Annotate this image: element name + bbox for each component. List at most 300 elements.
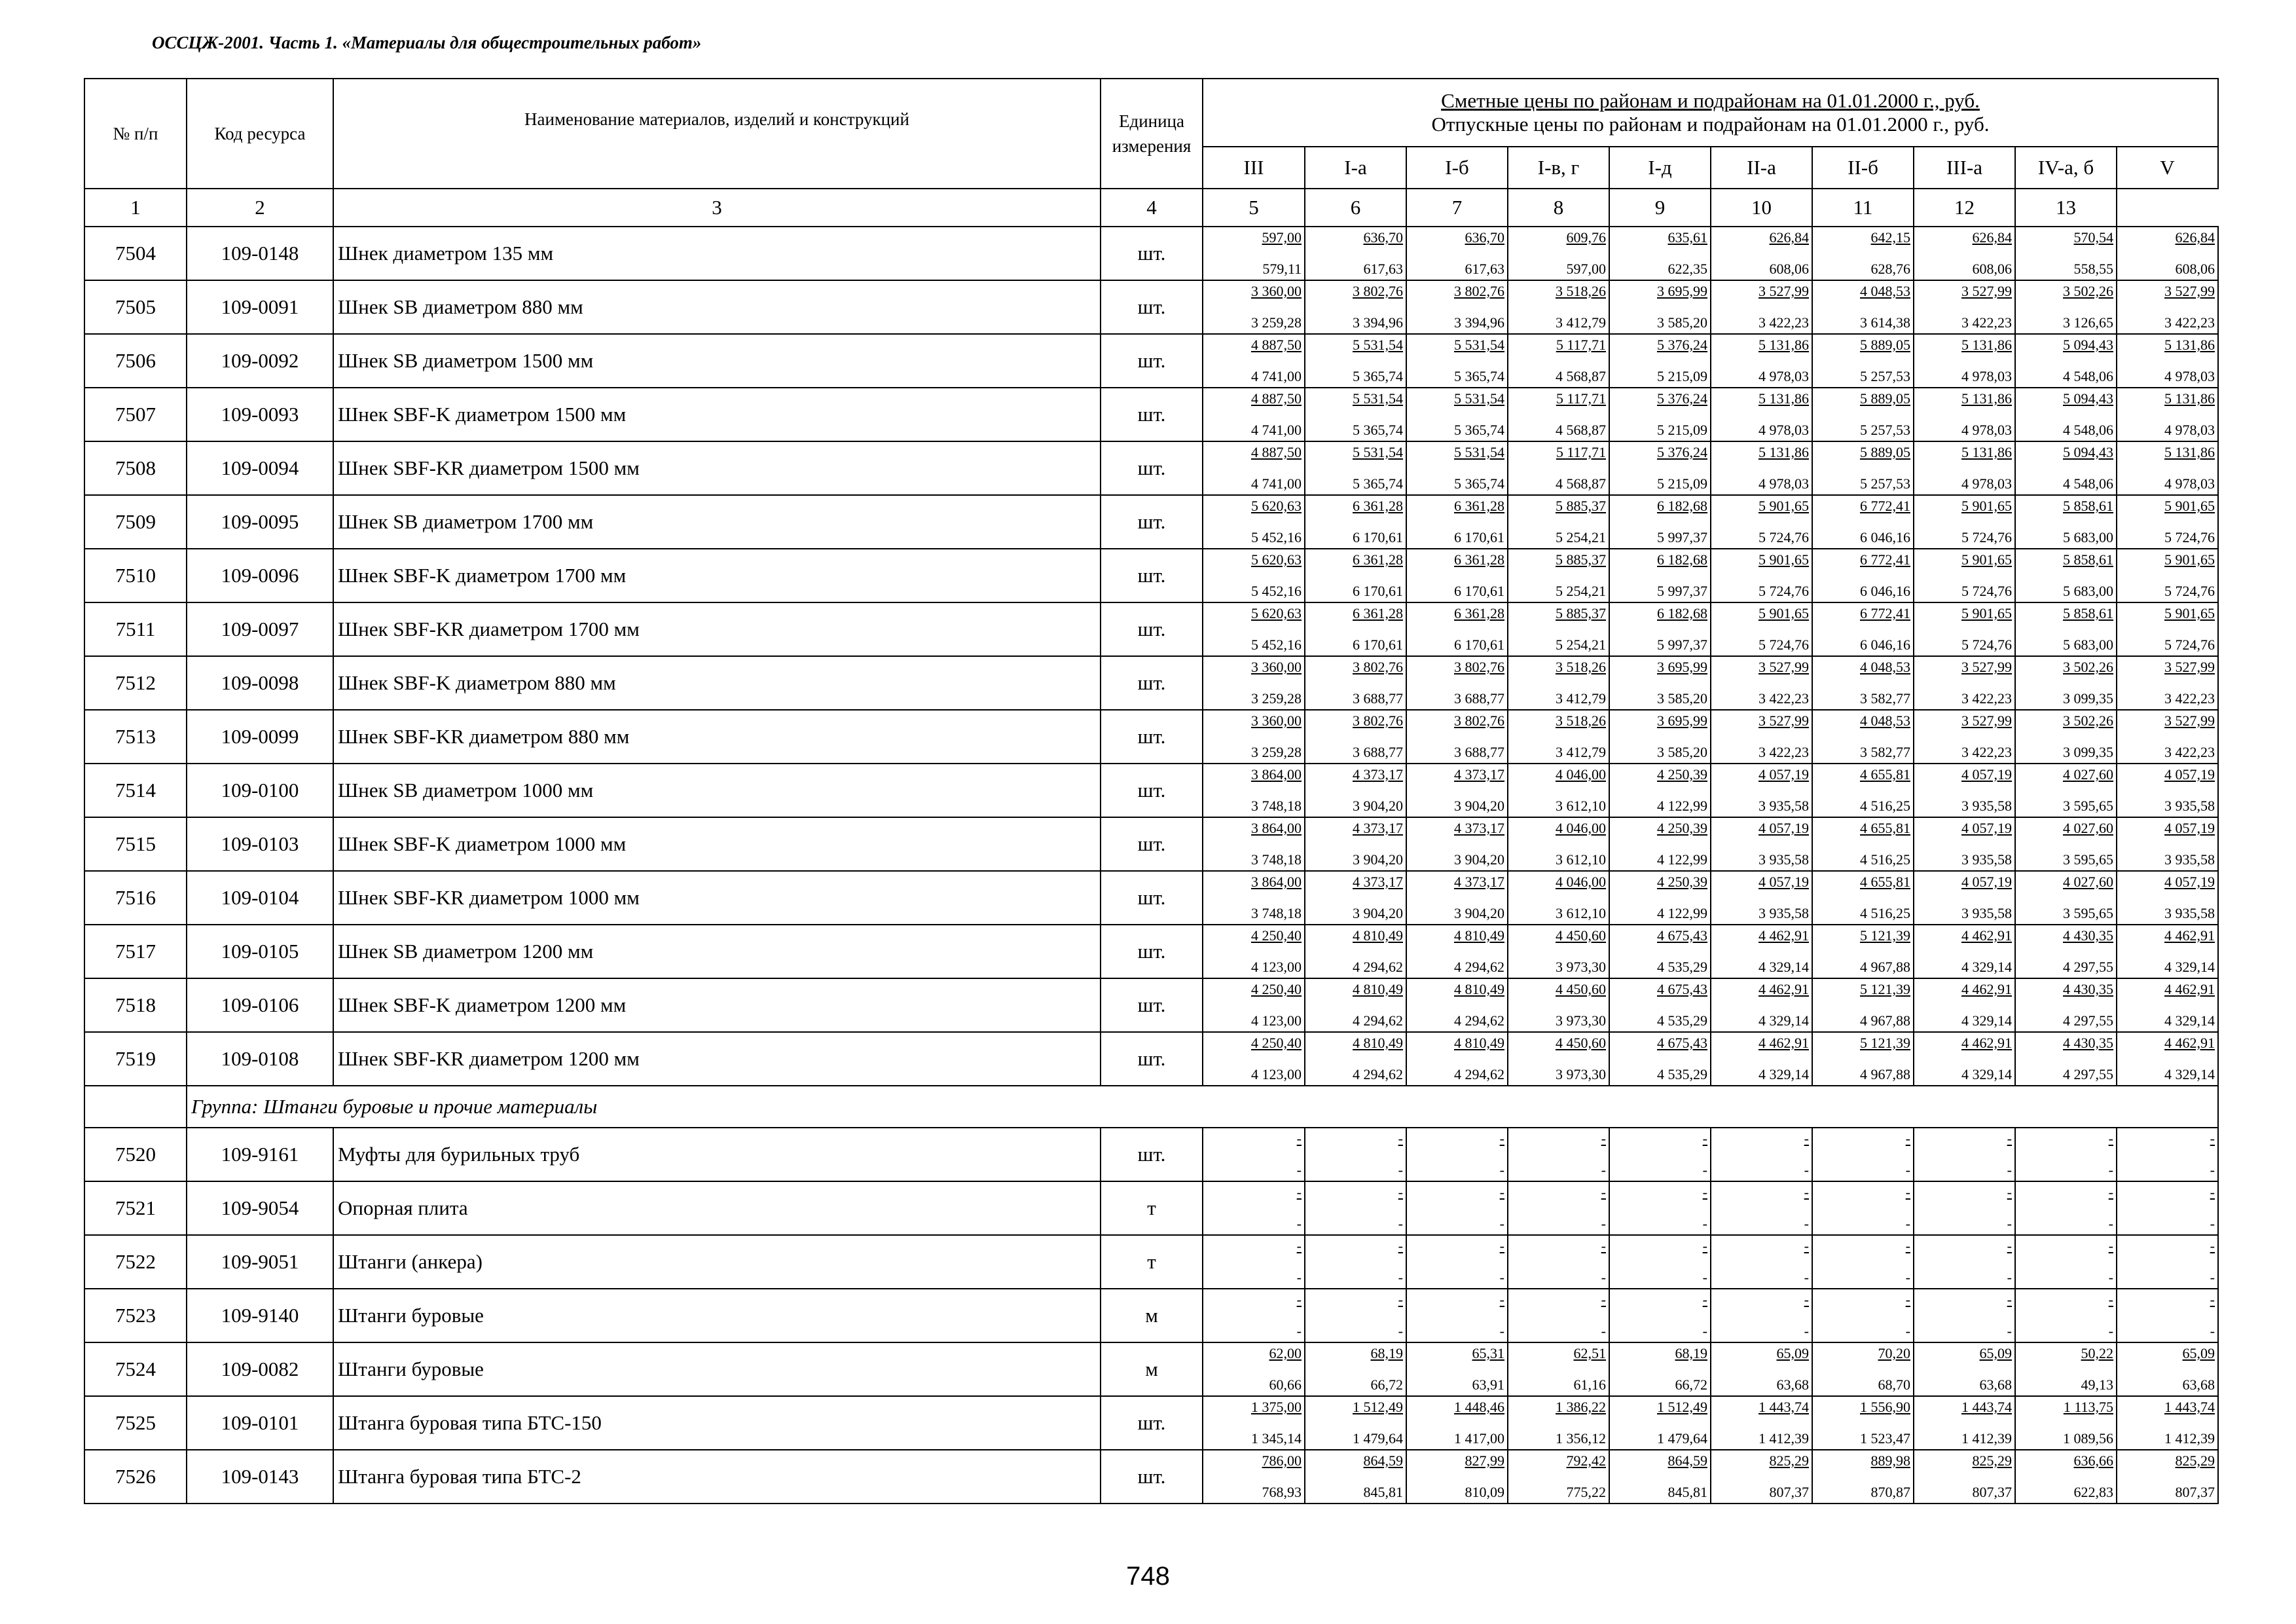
release-price: 5 683,00 — [2063, 583, 2113, 599]
estimate-price: 4 046,00 — [1556, 820, 1606, 836]
unit: шт. — [1101, 1032, 1203, 1086]
estimate-price: 5 376,24 — [1657, 337, 1707, 353]
estimate-price: - — [1398, 1291, 1403, 1308]
estimate-price: 5 885,37 — [1556, 605, 1606, 621]
estimate-price: - — [1601, 1130, 1606, 1147]
release-price: 3 935,58 — [1961, 905, 2012, 921]
release-price: 5 254,21 — [1556, 583, 1606, 599]
estimate-price: 3 527,99 — [1961, 283, 2012, 299]
price-cell — [1812, 1128, 1914, 1181]
estimate-price: 4 057,19 — [1961, 766, 2012, 783]
release-price: - — [1702, 1215, 1707, 1232]
resource-code: 109-0108 — [187, 1032, 333, 1086]
release-price: 1 345,14 — [1251, 1430, 1302, 1447]
price-cell — [1711, 549, 1812, 602]
release-price: 4 294,62 — [1454, 1066, 1504, 1082]
estimate-price: 68,19 — [1675, 1345, 1707, 1361]
table-row — [84, 710, 2218, 764]
header-code: Код ресурса — [187, 79, 333, 189]
release-price: 6 170,61 — [1353, 583, 1403, 599]
price-cell — [1406, 1032, 1508, 1086]
release-price: 4 548,06 — [2063, 475, 2113, 492]
estimate-price: 5 531,54 — [1353, 444, 1403, 460]
estimate-price: 786,00 — [1262, 1452, 1302, 1469]
material-name: Шнек SB диаметром 1700 мм — [333, 495, 1101, 549]
estimate-price: 5 131,86 — [2164, 337, 2215, 353]
resource-code: 109-0095 — [187, 495, 333, 549]
price-cell — [1305, 495, 1406, 549]
material-name: Муфты для бурильных труб — [333, 1128, 1101, 1181]
price-cell — [2015, 1128, 2117, 1181]
release-price: 1 412,39 — [1758, 1430, 1809, 1447]
estimate-price: 792,42 — [1566, 1452, 1606, 1469]
release-price: 608,06 — [1769, 261, 1809, 277]
price-cell — [1812, 388, 1914, 441]
estimate-price: 636,70 — [1465, 229, 1504, 246]
release-price: 579,11 — [1262, 261, 1302, 277]
release-price: 5 724,76 — [2164, 529, 2215, 545]
price-cell — [1609, 1450, 1711, 1504]
unit: м — [1101, 1342, 1203, 1396]
resource-code: 109-0098 — [187, 656, 333, 710]
resource-code: 109-0096 — [187, 549, 333, 602]
price-cell — [1609, 388, 1711, 441]
release-price: 4 123,00 — [1251, 1012, 1302, 1029]
estimate-price: 4 027,60 — [2063, 820, 2113, 836]
release-price: 4 978,03 — [1758, 368, 1809, 384]
estimate-price: - — [1702, 1130, 1707, 1147]
release-price: 6 170,61 — [1454, 637, 1504, 653]
release-price: 3 935,58 — [1758, 798, 1809, 814]
estimate-price: 3 518,26 — [1556, 659, 1606, 675]
release-price: 4 978,03 — [1961, 422, 2012, 438]
price-cell — [1203, 549, 1305, 602]
release-price: 5 365,74 — [1353, 422, 1403, 438]
price-cell — [1203, 1450, 1305, 1504]
estimate-price: 4 373,17 — [1353, 766, 1403, 783]
price-cell — [1812, 334, 1914, 388]
row-number: 7525 — [84, 1396, 187, 1450]
estimate-price: 4 057,19 — [1758, 874, 1809, 890]
release-price: 807,37 — [1769, 1484, 1809, 1500]
release-price: - — [1398, 1162, 1403, 1178]
price-cell — [1711, 280, 1812, 334]
release-price: 5 254,21 — [1556, 529, 1606, 545]
price-cell — [1508, 280, 1609, 334]
material-name: Шнек SBF-K диаметром 1500 мм — [333, 388, 1101, 441]
release-price: 4 329,14 — [1961, 959, 2012, 975]
estimate-price: 1 443,74 — [2164, 1399, 2215, 1415]
resource-code: 109-0104 — [187, 871, 333, 925]
unit: шт. — [1101, 441, 1203, 495]
estimate-price: 1 443,74 — [1758, 1399, 1809, 1415]
estimate-price: 65,09 — [1979, 1345, 2012, 1361]
material-name: Штанга буровая типа БТС-150 — [333, 1396, 1101, 1450]
release-price: 4 978,03 — [1961, 475, 2012, 492]
price-cell — [1914, 978, 2015, 1032]
price-cell — [1203, 1396, 1305, 1450]
price-cell — [1609, 602, 1711, 656]
estimate-price: - — [1702, 1184, 1707, 1200]
price-cell — [1508, 764, 1609, 817]
release-price: 3 935,58 — [1758, 905, 1809, 921]
estimate-price: - — [1905, 1238, 1910, 1254]
price-cell — [1812, 495, 1914, 549]
table-row — [84, 441, 2218, 495]
unit: т — [1101, 1181, 1203, 1235]
estimate-price: 3 695,99 — [1657, 283, 1707, 299]
estimate-price: 3 695,99 — [1657, 659, 1707, 675]
release-price: 4 297,55 — [2063, 959, 2113, 975]
price-cell — [1609, 656, 1711, 710]
price-cell — [1508, 549, 1609, 602]
estimate-price: 4 450,60 — [1556, 927, 1606, 944]
price-cell — [1914, 280, 2015, 334]
material-name: Штанги буровые — [333, 1289, 1101, 1342]
estimate-price: 5 901,65 — [2164, 498, 2215, 514]
price-cell — [2015, 1396, 2117, 1450]
release-price: 5 683,00 — [2063, 637, 2113, 653]
release-price: 622,83 — [2073, 1484, 2113, 1500]
price-cell — [1508, 1289, 1609, 1342]
release-price: 4 329,14 — [1758, 1012, 1809, 1029]
price-cell — [2015, 549, 2117, 602]
release-price: - — [1601, 1162, 1606, 1178]
release-price: - — [2007, 1323, 2012, 1339]
release-price: 4 967,88 — [1860, 1012, 1910, 1029]
release-price: 63,68 — [1979, 1376, 2012, 1393]
material-name: Шнек диаметром 135 мм — [333, 227, 1101, 280]
material-name: Шнек SBF-K диаметром 1000 мм — [333, 817, 1101, 871]
release-price: - — [1499, 1162, 1504, 1178]
price-cell — [1305, 1396, 1406, 1450]
column-number: 4 — [1101, 189, 1203, 227]
price-cell — [1711, 334, 1812, 388]
row-number: 7514 — [84, 764, 187, 817]
estimate-price: - — [1804, 1291, 1809, 1308]
price-cell — [1508, 1396, 1609, 1450]
estimate-price: - — [1804, 1184, 1809, 1200]
release-price: 5 452,16 — [1251, 637, 1302, 653]
estimate-price: 6 361,28 — [1353, 605, 1403, 621]
estimate-price: 5 531,54 — [1454, 337, 1504, 353]
header-row — [84, 79, 2218, 147]
resource-code: 109-0100 — [187, 764, 333, 817]
estimate-price: 5 131,86 — [2164, 444, 2215, 460]
table-row — [84, 1289, 2218, 1342]
estimate-price: 864,59 — [1363, 1452, 1403, 1469]
release-price: 3 748,18 — [1251, 851, 1302, 868]
release-price: 3 099,35 — [2063, 744, 2113, 760]
estimate-price: 5 889,05 — [1860, 444, 1910, 460]
estimate-price: 5 117,71 — [1556, 444, 1606, 460]
price-cell — [2015, 227, 2117, 280]
release-price: 4 741,00 — [1251, 422, 1302, 438]
price-cell — [1203, 764, 1305, 817]
release-price: 5 683,00 — [2063, 529, 2113, 545]
release-price: 5 365,74 — [1353, 475, 1403, 492]
price-cell — [2015, 334, 2117, 388]
estimate-price: 4 057,19 — [1961, 820, 2012, 836]
price-cell — [1812, 925, 1914, 978]
price-cell — [1508, 334, 1609, 388]
price-cell — [1711, 441, 1812, 495]
release-price: 63,91 — [1472, 1376, 1504, 1393]
release-price: 4 535,29 — [1657, 1066, 1707, 1082]
release-price: 4 294,62 — [1353, 1012, 1403, 1029]
price-cell — [1812, 1450, 1914, 1504]
price-cell — [1305, 1289, 1406, 1342]
estimate-price: - — [1804, 1238, 1809, 1254]
price-cell — [1508, 227, 1609, 280]
release-price: 5 452,16 — [1251, 529, 1302, 545]
release-price: 4 516,25 — [1860, 905, 1910, 921]
estimate-price: - — [1296, 1130, 1302, 1147]
column-number: 9 — [1609, 189, 1711, 227]
estimate-price: 4 887,50 — [1251, 444, 1302, 460]
price-cell — [1305, 764, 1406, 817]
material-name: Шнек SB диаметром 1000 мм — [333, 764, 1101, 817]
price-cell — [2015, 871, 2117, 925]
estimate-price: - — [2108, 1238, 2113, 1254]
estimate-price: 3 695,99 — [1657, 712, 1707, 729]
release-price: 3 935,58 — [1961, 851, 2012, 868]
row-number: 7508 — [84, 441, 187, 495]
estimate-price: 6 361,28 — [1454, 498, 1504, 514]
price-cell — [1508, 1235, 1609, 1289]
release-price: 845,81 — [1363, 1484, 1403, 1500]
row-number: 7521 — [84, 1181, 187, 1235]
estimate-price: 4 373,17 — [1454, 874, 1504, 890]
row-number: 7515 — [84, 817, 187, 871]
price-cell — [1203, 1032, 1305, 1086]
price-cell — [2117, 549, 2218, 602]
release-price: 775,22 — [1566, 1484, 1606, 1500]
unit: шт. — [1101, 656, 1203, 710]
price-cell — [1203, 441, 1305, 495]
unit: шт. — [1101, 280, 1203, 334]
price-table — [84, 78, 2219, 1504]
material-name: Опорная плита — [333, 1181, 1101, 1235]
release-price: 3 935,58 — [2164, 798, 2215, 814]
estimate-price: 3 527,99 — [1758, 712, 1809, 729]
price-cell — [1914, 1450, 2015, 1504]
price-cell — [1711, 1396, 1812, 1450]
table-row — [84, 1032, 2218, 1086]
release-price: 3 688,77 — [1353, 690, 1403, 707]
release-price: - — [1905, 1162, 1910, 1178]
estimate-price: 3 802,76 — [1454, 712, 1504, 729]
release-price: 3 904,20 — [1454, 798, 1504, 814]
estimate-price: - — [1601, 1184, 1606, 1200]
estimate-price: 6 361,28 — [1454, 605, 1504, 621]
price-cell — [1609, 1342, 1711, 1396]
estimate-price: 5 858,61 — [2063, 605, 2113, 621]
price-cell — [2015, 817, 2117, 871]
page-number: 748 — [1126, 1562, 1170, 1591]
estimate-price: 68,19 — [1370, 1345, 1403, 1361]
price-cell — [1609, 1181, 1711, 1235]
price-cell — [2117, 1342, 2218, 1396]
price-cell — [2015, 978, 2117, 1032]
estimate-price: 3 864,00 — [1251, 874, 1302, 890]
price-cell — [1406, 334, 1508, 388]
estimate-price: 1 375,00 — [1251, 1399, 1302, 1415]
unit: шт. — [1101, 549, 1203, 602]
price-cell — [1203, 280, 1305, 334]
price-cell — [1812, 280, 1914, 334]
price-cell — [1203, 978, 1305, 1032]
estimate-price: 4 373,17 — [1353, 820, 1403, 836]
price-cell — [1711, 1235, 1812, 1289]
estimate-price: 636,70 — [1363, 229, 1403, 246]
price-cell — [1305, 925, 1406, 978]
release-price: 3 904,20 — [1454, 905, 1504, 921]
release-price: 3 394,96 — [1353, 314, 1403, 331]
price-cell — [1406, 1450, 1508, 1504]
estimate-price: 1 512,49 — [1657, 1399, 1707, 1415]
estimate-price: 3 527,99 — [2164, 283, 2215, 299]
release-price: 622,35 — [1667, 261, 1707, 277]
price-cell — [1914, 817, 2015, 871]
price-cell — [1812, 1181, 1914, 1235]
estimate-price: 4 462,91 — [1758, 981, 1809, 997]
resource-code: 109-0148 — [187, 227, 333, 280]
release-price: 4 535,29 — [1657, 959, 1707, 975]
price-cell — [1812, 1342, 1914, 1396]
price-cell — [1711, 1128, 1812, 1181]
release-price: - — [1601, 1215, 1606, 1232]
release-price: 5 724,76 — [1961, 583, 2012, 599]
price-cell — [1609, 227, 1711, 280]
estimate-price: - — [1296, 1291, 1302, 1308]
release-price: 68,70 — [1878, 1376, 1910, 1393]
release-price: 3 935,58 — [1758, 851, 1809, 868]
price-cell — [2015, 1450, 2117, 1504]
estimate-price: 4 250,40 — [1251, 1035, 1302, 1051]
release-price: 66,72 — [1675, 1376, 1707, 1393]
price-cell — [1812, 764, 1914, 817]
estimate-price: 6 772,41 — [1860, 551, 1910, 568]
column-number: 5 — [1203, 189, 1305, 227]
estimate-price: - — [2210, 1130, 2215, 1147]
estimate-price: 4 373,17 — [1353, 874, 1403, 890]
price-cell — [1406, 925, 1508, 978]
release-price: - — [1499, 1323, 1504, 1339]
unit: шт. — [1101, 495, 1203, 549]
price-cell — [1305, 388, 1406, 441]
price-cell — [1609, 1289, 1711, 1342]
release-price: 3 582,77 — [1860, 690, 1910, 707]
price-cell — [1406, 871, 1508, 925]
table-row — [84, 602, 2218, 656]
release-price: 5 215,09 — [1657, 368, 1707, 384]
estimate-price: 4 046,00 — [1556, 874, 1606, 890]
release-price: 3 259,28 — [1251, 744, 1302, 760]
column-number: 7 — [1406, 189, 1508, 227]
price-cell — [2117, 1396, 2218, 1450]
price-cell — [1812, 1396, 1914, 1450]
price-cell — [1203, 1235, 1305, 1289]
price-cell — [1406, 817, 1508, 871]
table-row — [84, 495, 2218, 549]
price-cell — [1203, 1128, 1305, 1181]
estimate-price: 65,31 — [1472, 1345, 1504, 1361]
price-cell — [1406, 441, 1508, 495]
price-cell — [1914, 1289, 2015, 1342]
resource-code: 109-9054 — [187, 1181, 333, 1235]
resource-code: 109-0094 — [187, 441, 333, 495]
price-cell — [1203, 227, 1305, 280]
estimate-price: 4 810,49 — [1454, 1035, 1504, 1051]
estimate-price: 4 373,17 — [1454, 820, 1504, 836]
price-cell — [2117, 602, 2218, 656]
release-price: 4 741,00 — [1251, 475, 1302, 492]
release-price: 597,00 — [1566, 261, 1606, 277]
release-price: 1 523,47 — [1860, 1430, 1910, 1447]
release-price: 4 516,25 — [1860, 851, 1910, 868]
estimate-price: 5 117,71 — [1556, 337, 1606, 353]
estimate-price: 570,54 — [2073, 229, 2113, 246]
release-price: 5 724,76 — [1758, 529, 1809, 545]
release-price: 3 259,28 — [1251, 690, 1302, 707]
price-cell — [1305, 710, 1406, 764]
estimate-price: 5 620,63 — [1251, 551, 1302, 568]
header-unit: Единица измерения — [1101, 79, 1203, 189]
estimate-price: 4 250,40 — [1251, 981, 1302, 997]
price-cell — [1305, 978, 1406, 1032]
estimate-price: 642,15 — [1870, 229, 1910, 246]
estimate-price: 4 057,19 — [2164, 766, 2215, 783]
price-cell — [1508, 656, 1609, 710]
estimate-price: - — [1499, 1238, 1504, 1254]
estimate-price: 5 901,65 — [2164, 551, 2215, 568]
price-cell — [2117, 388, 2218, 441]
release-price: 3 422,23 — [1961, 744, 2012, 760]
estimate-price: 827,99 — [1465, 1452, 1504, 1469]
price-cell — [2015, 280, 2117, 334]
release-price: 5 724,76 — [1961, 529, 2012, 545]
estimate-price: 825,29 — [1972, 1452, 2012, 1469]
material-name: Шнек SBF-KR диаметром 880 мм — [333, 710, 1101, 764]
region-header: I-б — [1406, 147, 1508, 189]
resource-code: 109-0082 — [187, 1342, 333, 1396]
release-price: 3 422,23 — [2164, 744, 2215, 760]
release-price: 3 422,23 — [1961, 690, 2012, 707]
price-cell — [2117, 495, 2218, 549]
estimate-price: - — [1499, 1184, 1504, 1200]
estimate-price: 4 655,81 — [1860, 874, 1910, 890]
release-price: - — [2210, 1215, 2215, 1232]
price-cell — [1203, 925, 1305, 978]
price-cell — [2015, 1289, 2117, 1342]
column-number: 13 — [2015, 189, 2117, 227]
estimate-price: 6 361,28 — [1454, 551, 1504, 568]
estimate-price: - — [2108, 1130, 2113, 1147]
column-number: 1 — [84, 189, 187, 227]
material-name: Шнек SBF-K диаметром 880 мм — [333, 656, 1101, 710]
price-cell — [2015, 602, 2117, 656]
estimate-price: 597,00 — [1262, 229, 1302, 246]
release-price: 628,76 — [1870, 261, 1910, 277]
estimate-price: 5 901,65 — [1758, 498, 1809, 514]
estimate-price: 4 430,35 — [2063, 1035, 2113, 1051]
unit: м — [1101, 1289, 1203, 1342]
estimate-price: 62,51 — [1573, 1345, 1606, 1361]
estimate-price: 3 527,99 — [1758, 283, 1809, 299]
price-cell — [2117, 656, 2218, 710]
estimate-price: 65,09 — [1776, 1345, 1809, 1361]
